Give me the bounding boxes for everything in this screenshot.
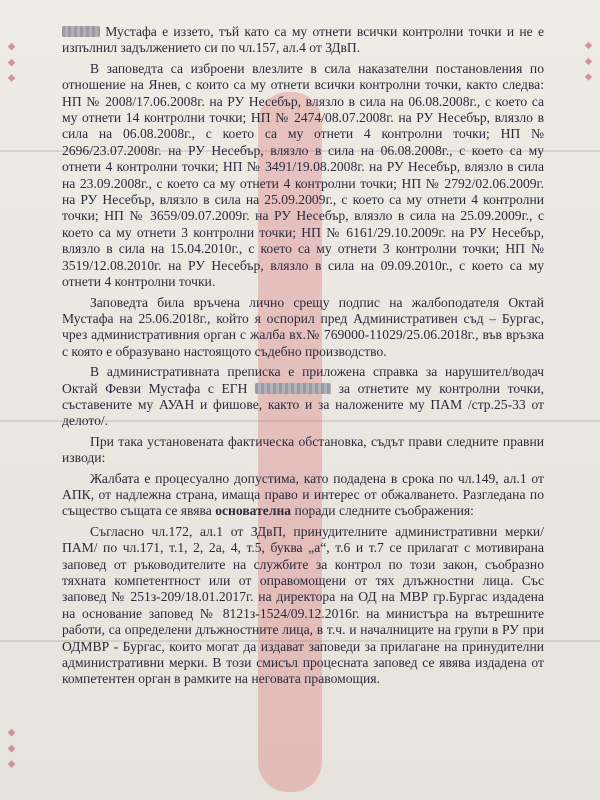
text-run: Мустафа е иззето, тъй като са му отнети всички контролни точки и не е изпълнил задължението си по чл.157, ал.4 от ЗДвП.: [62, 24, 544, 56]
text-run: При така установената фактическа обстановка, съдът прави следните правни изводи:: [62, 433, 544, 466]
side-stamp: ◆ ◆ ◆: [6, 40, 17, 84]
paragraph: [62, 295, 544, 361]
paragraph: [62, 24, 544, 57]
side-stamp: ◆ ◆ ◆: [6, 726, 17, 770]
redacted-name: [62, 26, 100, 37]
text-run: Заповедта била връчена лично срещу подпис на жалбоподателя Октай Мустафа на 25.06.2018г., който я оспорил пред Административен съд – Бургас, чрез административния орган с жалба вх.№ 769000-11029/25.06.2018г., във връзка с която е образувано настоящото съдебно производство.: [62, 294, 544, 359]
text-run: Съгласно чл.172, ал.1 от ЗДвП, принудителните административни мерки/ПАМ/ по чл.171, т.1, 2, 2а, 4, т.5, буква „а“, т.6 и т.7 се прилагат с мотивирана заповед от ръководителите на службите за контрол по този закон, съобразно тяхната компетентност или от оправомощени от тях длъжностни лица. Със заповед № 251з-209/18.01.2017г. на директора на ОД на МВР гр.Бургас издадена на основание заповед № 8121з-1524/09.12.2016г. на министъра на вътрешните работи, са определени длъжностните лица, в т.ч. и началниците на групи в РУ при ОДМВР - Бургас, които могат да издават заповеди за прилагане на принудителни административни мерки. В този смисъл процесната заповед се явява издадена от компетентен орган в рамките на неговата правомощия.: [62, 523, 544, 687]
text-run: поради следните съображения:: [291, 503, 474, 519]
text-run: за отнетите му контролни точки, съставените му АУАН и фишове, както и за наложените му ПАМ /стр.25-33 от делото/.: [62, 380, 544, 429]
side-stamp: ◆ ◆ ◆: [583, 40, 594, 84]
paragraph: [62, 364, 544, 430]
paragraph: [62, 524, 544, 688]
text-run: В административната преписка е приложена справка за нарушител/водач Октай Февзи Мустафа с ЕГН: [62, 364, 544, 396]
paragraph: [62, 471, 544, 520]
paragraph: [62, 61, 544, 291]
paragraph: [62, 434, 544, 467]
document-text: [62, 24, 544, 688]
bold-text: основателна: [215, 503, 292, 519]
redacted-id-number: [255, 383, 331, 394]
text-run: В заповедта са изброени влезлите в сила наказателни постановления по отношение на Янев, с които са му отнети всички контролни точки, както следва: НП № 2008/17.06.2008г. на РУ Несебър, влязло в сила на 06.08.2008г., с което са му отнети 14 контролни точки; НП № 2474/08.07.2008г. на РУ Несебър, влязло в сила на 06.08.2008г., с което са му отнети 4 контролни точки; НП № 2696/23.07.2008г. на РУ Несебър, влязло в сила на 06.08.2008г., с което са му отнети 4 контролни точки; НП № 3491/19.08.2008г. на РУ Несебър, влязло в сила на 23.09.2008г., с което са му отнети 4 контролни точки; НП № 2792/02.06.2009г. на РУ Несебър, влязло в сила на 25.09.2009г., с което са му отнети 4 контролни точки; НП № 3659/09.07.2009г. на РУ Несебър, влязло в сила на 25.09.2009г., с което са му отнети 3 контролни точки; НП № 6161/29.10.2009г. на РУ Несебър, влязло в сила на 15.04.2010г., с което са му отнети 3 контролни точки; НП № 3519/12.08.2010г. на РУ Несебър, влязло в сила на 09.09.2010г., с което са му отнети 4 контролни точки.: [62, 60, 544, 290]
text-run: Жалбата е процесуално допустима, като подадена в срока по чл.149, ал.1 от АПК, от надлежна страна, имаща право и интерес от обжалването. Разгледана по същество същата се явява: [62, 470, 544, 519]
